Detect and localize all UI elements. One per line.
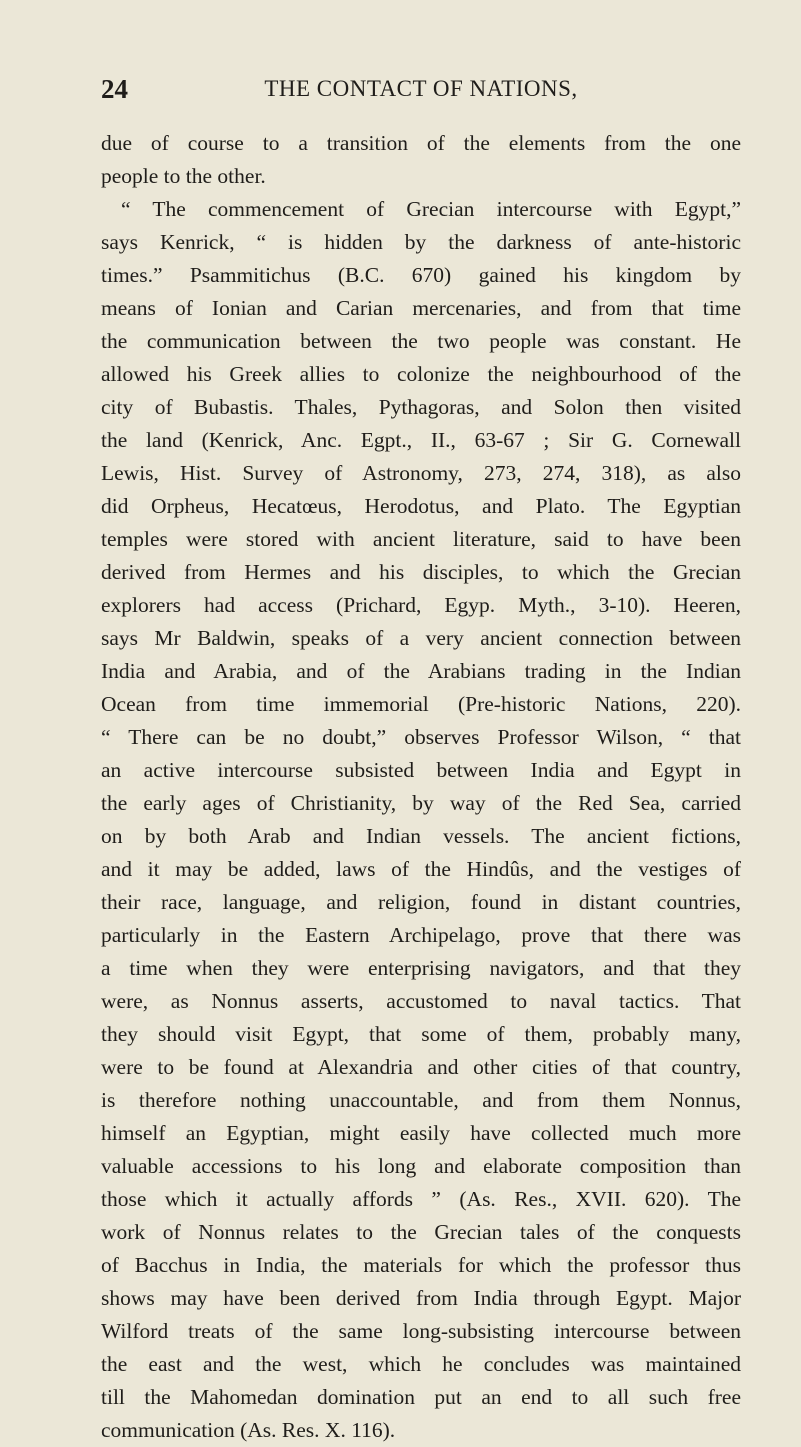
page-header (101, 72, 741, 106)
text-line: Lewis, Hist. Survey of Astronomy, 273, 274, 318), as also (101, 461, 741, 485)
text-line: the communication between the two people was constant. He (101, 329, 741, 353)
text-line: on by both Arab and Indian vessels. The ancient fictions, (101, 824, 741, 848)
text-line: those which it actually affords ” (As. Res., XVII. 620). The (101, 1187, 741, 1211)
text-line: and it may be added, laws of the Hindûs, and the vestiges of (101, 857, 741, 881)
text-line: valuable accessions to his long and elaborate composition than (101, 1154, 741, 1178)
text-line: is therefore nothing unaccountable, and from them Nonnus, (101, 1088, 741, 1112)
text-line: they should visit Egypt, that some of them, probably many, (101, 1022, 741, 1046)
text-line: city of Bubastis. Thales, Pythagoras, and Solon then visited (101, 395, 741, 419)
text-line: the land (Kenrick, Anc. Egpt., II., 63-67 ; Sir G. Cornewall (101, 428, 741, 452)
text-line: till the Mahomedan domination put an end to all such free (101, 1385, 741, 1409)
text-line: means of Ionian and Carian mercenaries, and from that time (101, 296, 741, 320)
text-line: allowed his Greek allies to colonize the neighbourhood of the (101, 362, 741, 386)
text-line: work of Nonnus relates to the Grecian tales of the conquests (101, 1220, 741, 1244)
text-line: says Mr Baldwin, speaks of a very ancient connection between (101, 626, 741, 650)
text-line: Ocean from time immemorial (Pre-historic Nations, 220). (101, 692, 741, 716)
text-line: says Kenrick, “ is hidden by the darkness of ante-historic (101, 230, 741, 254)
text-line: were to be found at Alexandria and other cities of that country, (101, 1055, 741, 1079)
text-line: shows may have been derived from India through Egypt. Major (101, 1286, 741, 1310)
text-line: due of course to a transition of the elements from the one (101, 131, 741, 155)
text-line: India and Arabia, and of the Arabians trading in the Indian (101, 659, 741, 683)
text-line: communication (As. Res. X. 116). (101, 1418, 396, 1442)
text-line: times.” Psammitichus (B.C. 670) gained his kingdom by (101, 263, 741, 287)
text-line: derived from Hermes and his disciples, to which the Grecian (101, 560, 741, 584)
text-line: their race, language, and religion, found in distant countries, (101, 890, 741, 914)
text-line: himself an Egyptian, might easily have collected much more (101, 1121, 741, 1145)
text-line: the early ages of Christianity, by way of the Red Sea, carried (101, 791, 741, 815)
text-line: Wilford treats of the same long-subsisting intercourse between (101, 1319, 741, 1343)
running-title: THE CONTACT OF NATIONS, (264, 76, 578, 101)
text-line: of Bacchus in India, the materials for which the professor thus (101, 1253, 741, 1277)
text-line: particularly in the Eastern Archipelago, prove that there was (101, 923, 741, 947)
text-line: explorers had access (Prichard, Egyp. Myth., 3-10). Heeren, (101, 593, 741, 617)
page-number: 24 (101, 74, 128, 104)
text-line: people to the other. (101, 164, 266, 188)
text-line: did Orpheus, Hecatœus, Herodotus, and Plato. The Egyptian (101, 494, 741, 518)
text-line: “ There can be no doubt,” observes Professor Wilson, “ that (101, 725, 741, 749)
text-line: an active intercourse subsisted between India and Egypt in (101, 758, 741, 782)
text-line: “ The commencement of Grecian intercourse with Egypt,” (121, 197, 741, 221)
text-line: the east and the west, which he concludes was maintained (101, 1352, 741, 1376)
body-text (101, 127, 741, 1447)
text-line: a time when they were enterprising navigators, and that they (101, 956, 741, 980)
text-line: temples were stored with ancient literature, said to have been (101, 527, 741, 551)
text-line: were, as Nonnus asserts, accustomed to naval tactics. That (101, 989, 741, 1013)
